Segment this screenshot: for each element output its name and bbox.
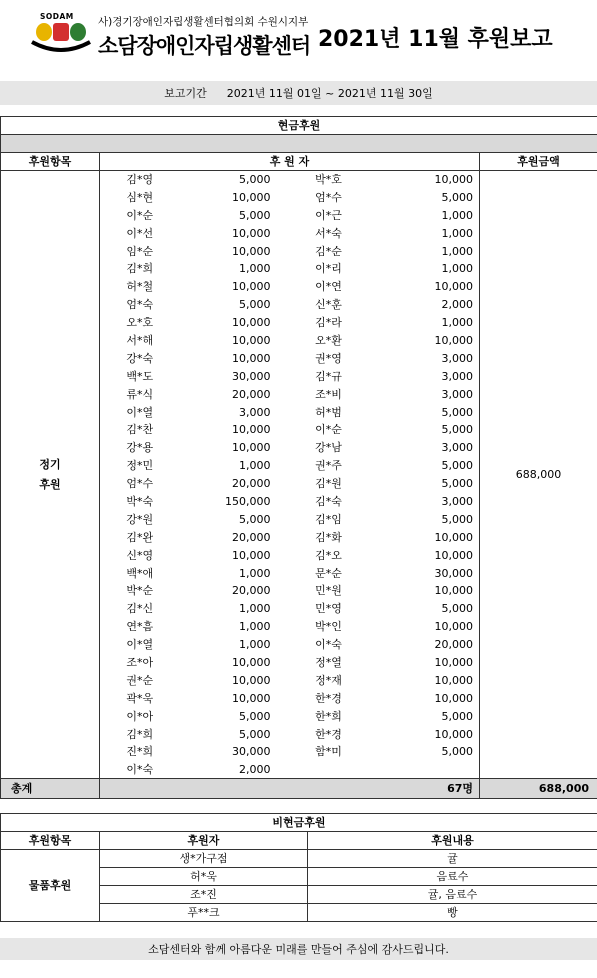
noncash-content: 귤, 음료수: [308, 886, 597, 904]
amount-total-cell: 688,000: [480, 171, 597, 779]
donation-amount-right: [381, 761, 480, 779]
noncash-donor: 푸**크: [100, 904, 308, 922]
donor-name-left: 강*용: [126, 441, 154, 455]
donor-name-right: 이*근: [315, 208, 342, 222]
donation-amount-left: 1,000: [239, 638, 271, 652]
donor-name-left: 이*숙: [126, 763, 154, 777]
center-name: 소담장애인자립생활센터: [98, 33, 311, 58]
donation-amount-right: 1,000: [441, 226, 473, 240]
donation-amount-left: 5,000: [239, 709, 271, 723]
donor-name-right: [277, 761, 381, 779]
donation-amount-right: 1,000: [441, 208, 473, 222]
donation-amount-right: 10,000: [434, 530, 473, 544]
report-title: 2021년 11월 후원보고: [318, 27, 553, 52]
donor-name-right: 이*연: [315, 280, 342, 294]
noncash-col-donor: 후원자: [100, 832, 308, 850]
donation-amount-left: 20,000: [232, 477, 271, 491]
donation-amount-left: 5,000: [239, 727, 271, 741]
donation-amount-right: 10,000: [434, 620, 473, 634]
donor-name-right: 김*규: [315, 369, 342, 383]
donation-amount-left: 150,000: [225, 494, 271, 508]
donation-amount-right: 10,000: [434, 584, 473, 598]
donor-name-right: 김*순: [315, 244, 342, 258]
noncash-donor: 조*진: [100, 886, 308, 904]
donor-name-left: 김*찬: [126, 423, 154, 437]
thank-you-footer: 소담센터와 함께 아름다운 미래를 만들어 주심에 감사드립니다.: [0, 938, 597, 960]
donation-amount-left: 1,000: [239, 459, 271, 473]
donor-name-right: 허*범: [315, 405, 342, 419]
period-value: 2021년 11월 01일 ~ 2021년 11월 30일: [226, 87, 433, 100]
col-header-item: 후원항목: [1, 153, 100, 171]
table-row: [1, 171, 597, 189]
donor-name-left: 백*애: [126, 566, 154, 580]
donation-amount-right: 5,000: [441, 477, 473, 491]
donor-name-right: 함*미: [315, 745, 342, 759]
donation-amount-right: 10,000: [434, 548, 473, 562]
donation-amount-left: 5,000: [239, 298, 271, 312]
donor-name-left: 김*희: [126, 262, 154, 276]
donor-name-left: 김*희: [126, 727, 154, 741]
donor-name-left: 강*원: [126, 512, 154, 526]
noncash-content: 음료수: [308, 868, 597, 886]
noncash-col-item: 후원항목: [1, 832, 100, 850]
donation-amount-right: 1,000: [441, 244, 473, 258]
donor-name-left: 정*민: [126, 459, 154, 473]
donor-name-right: 김*숙: [315, 494, 342, 508]
period-label: 보고기간: [164, 87, 207, 100]
donation-amount-right: 5,000: [441, 405, 473, 419]
noncash-content: 귤: [308, 850, 597, 868]
donor-name-left: 김*영: [126, 173, 154, 187]
donation-amount-left: 10,000: [232, 673, 271, 687]
donor-name-right: 문*순: [315, 566, 342, 580]
donor-name-left: 심*현: [126, 190, 154, 204]
logo-mark-icon: [28, 20, 94, 56]
donor-name-left: 오*호: [126, 316, 154, 330]
donor-name-left: 엄*숙: [126, 298, 154, 312]
donor-name-right: 조*비: [315, 387, 342, 401]
cash-section-title: 현금후원: [1, 117, 597, 135]
donation-amount-right: 20,000: [434, 638, 473, 652]
donor-name-right: 민*영: [315, 602, 342, 616]
donation-amount-right: 1,000: [441, 316, 473, 330]
noncash-donation-table: [0, 813, 597, 922]
donation-amount-right: 2,000: [441, 298, 473, 312]
donor-name-left: 이*아: [126, 709, 154, 723]
donation-amount-right: 5,000: [441, 459, 473, 473]
donation-amount-right: 5,000: [441, 190, 473, 204]
cash-donation-table: [0, 116, 597, 799]
donation-amount-left: 10,000: [232, 244, 271, 258]
donation-amount-right: 10,000: [434, 727, 473, 741]
donor-name-right: 서*숙: [315, 226, 342, 240]
category-cell: [1, 171, 100, 779]
total-amount: 688,000: [480, 779, 597, 799]
donation-amount-right: 30,000: [434, 566, 473, 580]
donor-name-right: 김*라: [315, 316, 342, 330]
donation-amount-right: 5,000: [441, 709, 473, 723]
donation-amount-left: 1,000: [239, 566, 271, 580]
donor-name-left: 이*열: [126, 638, 154, 652]
donation-amount-right: 3,000: [441, 494, 473, 508]
total-label: 총계: [1, 779, 100, 799]
sodam-logo: [28, 12, 94, 56]
donation-amount-left: 5,000: [239, 173, 271, 187]
donor-name-left: 이*열: [126, 405, 154, 419]
donation-amount-left: 3,000: [239, 405, 271, 419]
donor-name-right: 신*훈: [315, 298, 342, 312]
donor-name-left: 진*희: [126, 745, 154, 759]
donation-amount-left: 20,000: [232, 584, 271, 598]
donor-name-right: 한*경: [315, 727, 342, 741]
donation-amount-left: 10,000: [232, 548, 271, 562]
table-row: [1, 850, 597, 868]
donation-amount-right: 3,000: [441, 351, 473, 365]
donor-name-right: 이*리: [315, 262, 342, 276]
donor-name-right: 정*재: [315, 673, 342, 687]
donation-amount-left: 10,000: [232, 316, 271, 330]
organization-line: 사)경기장애인자립생활센터협의회 수원시지부: [98, 16, 309, 28]
donation-amount-left: 20,000: [232, 387, 271, 401]
col-header-donor: 후 원 자: [100, 153, 480, 171]
donor-name-right: 이*숙: [315, 638, 342, 652]
donation-amount-left: 10,000: [232, 280, 271, 294]
total-count: 67명: [100, 779, 480, 799]
donor-name-left: 박*순: [126, 584, 154, 598]
donation-amount-left: 10,000: [232, 226, 271, 240]
donor-name-left: 이*선: [126, 226, 154, 240]
donor-name-left: 허*철: [126, 280, 154, 294]
donation-amount-left: 5,000: [239, 208, 271, 222]
donor-name-left: 서*해: [126, 333, 154, 347]
donor-name-left: 박*숙: [126, 494, 154, 508]
report-period: [0, 81, 597, 105]
noncash-section-title: 비현금후원: [1, 814, 597, 832]
donor-name-left: 강*숙: [126, 351, 154, 365]
donor-name-left: 김*완: [126, 530, 154, 544]
donation-amount-right: 3,000: [441, 387, 473, 401]
donation-amount-right: 5,000: [441, 423, 473, 437]
donor-name-right: 김*원: [315, 477, 342, 491]
donor-name-left: 권*순: [126, 673, 154, 687]
donation-amount-right: 5,000: [441, 602, 473, 616]
donor-name-right: 김*화: [315, 530, 342, 544]
grey-spacer-row: [1, 135, 597, 153]
donor-name-right: 오*환: [315, 333, 342, 347]
donor-name-left: 임*순: [126, 244, 154, 258]
donor-name-right: 정*열: [315, 655, 342, 669]
donation-amount-left: 30,000: [232, 369, 271, 383]
donation-amount-right: 10,000: [434, 333, 473, 347]
donation-amount-left: 2,000: [239, 763, 271, 777]
donor-name-right: 민*원: [315, 584, 342, 598]
donor-name-left: 류*식: [126, 387, 154, 401]
donor-name-right: 김*임: [315, 512, 342, 526]
donor-name-left: 백*도: [126, 369, 154, 383]
category-line2: 후원: [39, 477, 61, 491]
donation-amount-left: 1,000: [239, 620, 271, 634]
donation-amount-left: 10,000: [232, 351, 271, 365]
donor-name-right: 한*경: [315, 691, 342, 705]
donation-amount-right: 10,000: [434, 655, 473, 669]
donation-amount-left: 30,000: [232, 745, 271, 759]
donation-amount-right: 10,000: [434, 280, 473, 294]
donation-amount-left: 5,000: [239, 512, 271, 526]
donation-amount-right: 5,000: [441, 745, 473, 759]
donor-name-left: 이*순: [126, 208, 154, 222]
donor-name-right: 이*순: [315, 423, 342, 437]
noncash-category: 물품후원: [1, 850, 100, 922]
donor-name-right: 권*영: [315, 351, 342, 365]
noncash-col-content: 후원내용: [308, 832, 597, 850]
noncash-donor: 허*욱: [100, 868, 308, 886]
donor-name-right: 박*호: [315, 173, 342, 187]
donation-amount-left: 20,000: [232, 530, 271, 544]
donor-name-right: 박*인: [315, 620, 342, 634]
donor-name-right: 권*주: [315, 459, 342, 473]
category-line1: 정기: [39, 457, 61, 471]
donor-name-right: 김*오: [315, 548, 342, 562]
donation-amount-left: 1,000: [239, 602, 271, 616]
donation-amount-left: 10,000: [232, 423, 271, 437]
donation-amount-right: 10,000: [434, 173, 473, 187]
donor-name-left: 엄*수: [126, 477, 154, 491]
donation-amount-right: 1,000: [441, 262, 473, 276]
donation-amount-left: 10,000: [232, 190, 271, 204]
donation-amount-right: 3,000: [441, 441, 473, 455]
donor-name-left: 조*아: [126, 655, 154, 669]
donation-amount-right: 5,000: [441, 512, 473, 526]
donation-amount-right: 10,000: [434, 691, 473, 705]
donation-amount-left: 10,000: [232, 691, 271, 705]
noncash-content: 빵: [308, 904, 597, 922]
logo-text: SODAM: [40, 12, 74, 21]
donation-amount-left: 10,000: [232, 441, 271, 455]
donation-amount-left: 10,000: [232, 655, 271, 669]
donation-amount-right: 10,000: [434, 673, 473, 687]
donor-name-left: 곽*욱: [126, 691, 154, 705]
donor-name-left: 신*영: [126, 548, 154, 562]
donation-amount-right: 3,000: [441, 369, 473, 383]
col-header-amount: 후원금액: [480, 153, 597, 171]
donor-name-right: 엄*수: [315, 190, 342, 204]
donor-name-left: 김*신: [126, 602, 154, 616]
donor-name-right: 한*희: [315, 709, 342, 723]
donor-name-left: 연*흠: [126, 620, 154, 634]
donation-amount-left: 1,000: [239, 262, 271, 276]
total-row: [1, 779, 597, 799]
donation-amount-left: 10,000: [232, 333, 271, 347]
noncash-donor: 생*가구점: [100, 850, 308, 868]
donor-name-right: 강*남: [315, 441, 342, 455]
